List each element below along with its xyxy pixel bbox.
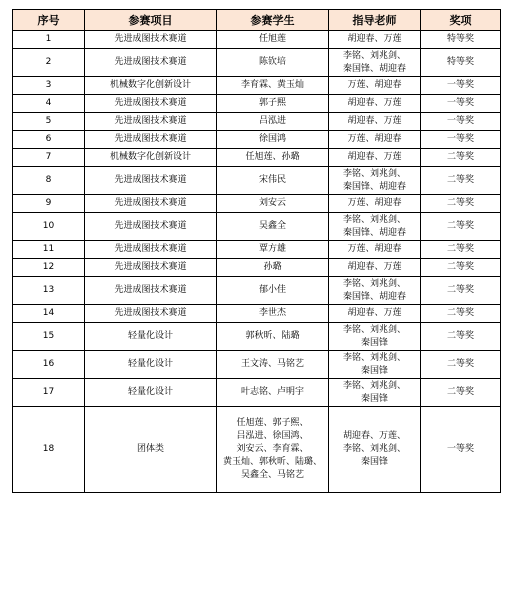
header-students: 参赛学生 <box>217 10 329 31</box>
table-row <box>13 407 501 493</box>
cell-project: 先进成图技术赛道 <box>85 259 217 277</box>
cell-project: 机械数字化创新设计 <box>85 149 217 167</box>
cell-students: 任旭莲、郭子熙、 吕泓进、徐国鸿、 刘安云、李育霖、 黄玉灿、郭秋昕、陆璐、 吴鑫全、马铭艺 <box>217 407 329 493</box>
cell-advisors: 李铭、刘兆剑、 秦国锋 <box>329 323 421 351</box>
cell-project: 团体类 <box>85 407 217 493</box>
cell-award: 特等奖 <box>421 31 501 49</box>
cell-no: 17 <box>13 379 85 407</box>
header-advisors: 指导老师 <box>329 10 421 31</box>
cell-award: 特等奖 <box>421 49 501 77</box>
cell-project: 轻量化设计 <box>85 323 217 351</box>
cell-advisors: 李铭、刘兆剑、 秦国锋、胡迎春 <box>329 213 421 241</box>
cell-no: 16 <box>13 351 85 379</box>
cell-advisors: 李铭、刘兆剑、 秦国锋、胡迎春 <box>329 277 421 305</box>
cell-project: 先进成图技术赛道 <box>85 113 217 131</box>
cell-students: 吴鑫全 <box>217 213 329 241</box>
cell-award: 二等奖 <box>421 323 501 351</box>
cell-students: 任旭莲 <box>217 31 329 49</box>
cell-students: 郭秋昕、陆璐 <box>217 323 329 351</box>
header-award: 奖项 <box>421 10 501 31</box>
cell-award: 二等奖 <box>421 259 501 277</box>
table-row <box>13 277 501 305</box>
cell-no: 13 <box>13 277 85 305</box>
table-row <box>13 31 501 49</box>
cell-no: 4 <box>13 95 85 113</box>
header-no: 序号 <box>13 10 85 31</box>
cell-award: 二等奖 <box>421 241 501 259</box>
cell-advisors: 李铭、刘兆剑、 秦国锋、胡迎春 <box>329 49 421 77</box>
header-project: 参赛项目 <box>85 10 217 31</box>
cell-students: 刘安云 <box>217 195 329 213</box>
cell-advisors: 胡迎春、万莲、 李铭、刘兆剑、 秦国锋 <box>329 407 421 493</box>
cell-project: 先进成图技术赛道 <box>85 277 217 305</box>
table-row <box>13 149 501 167</box>
table-row <box>13 113 501 131</box>
cell-advisors: 万莲、胡迎春 <box>329 195 421 213</box>
cell-no: 9 <box>13 195 85 213</box>
cell-award: 一等奖 <box>421 95 501 113</box>
cell-no: 1 <box>13 31 85 49</box>
cell-advisors: 李铭、刘兆剑、 秦国锋 <box>329 379 421 407</box>
cell-advisors: 李铭、刘兆剑、 秦国锋 <box>329 351 421 379</box>
cell-students: 陈钦培 <box>217 49 329 77</box>
cell-students: 覃方雄 <box>217 241 329 259</box>
cell-project: 先进成图技术赛道 <box>85 49 217 77</box>
cell-advisors: 万莲、胡迎春 <box>329 77 421 95</box>
cell-project: 先进成图技术赛道 <box>85 167 217 195</box>
cell-award: 二等奖 <box>421 351 501 379</box>
cell-project: 机械数字化创新设计 <box>85 77 217 95</box>
cell-advisors: 胡迎春、万莲 <box>329 31 421 49</box>
cell-award: 二等奖 <box>421 379 501 407</box>
cell-no: 2 <box>13 49 85 77</box>
cell-advisors: 李铭、刘兆剑、 秦国锋、胡迎春 <box>329 167 421 195</box>
cell-project: 先进成图技术赛道 <box>85 195 217 213</box>
cell-project: 先进成图技术赛道 <box>85 305 217 323</box>
cell-students: 孙璐 <box>217 259 329 277</box>
cell-project: 轻量化设计 <box>85 379 217 407</box>
cell-students: 郭子熙 <box>217 95 329 113</box>
cell-advisors: 胡迎春、万莲 <box>329 149 421 167</box>
cell-advisors: 万莲、胡迎春 <box>329 241 421 259</box>
cell-award: 一等奖 <box>421 113 501 131</box>
header-row <box>13 10 501 31</box>
table-row <box>13 259 501 277</box>
table-row <box>13 195 501 213</box>
cell-no: 12 <box>13 259 85 277</box>
table-row <box>13 351 501 379</box>
cell-award: 一等奖 <box>421 131 501 149</box>
cell-no: 8 <box>13 167 85 195</box>
table-row <box>13 49 501 77</box>
cell-no: 5 <box>13 113 85 131</box>
cell-no: 11 <box>13 241 85 259</box>
cell-no: 7 <box>13 149 85 167</box>
cell-award: 二等奖 <box>421 277 501 305</box>
cell-students: 李世杰 <box>217 305 329 323</box>
cell-students: 吕泓进 <box>217 113 329 131</box>
cell-advisors: 胡迎春、万莲 <box>329 305 421 323</box>
table-row <box>13 323 501 351</box>
cell-students: 郁小佳 <box>217 277 329 305</box>
table-row <box>13 213 501 241</box>
table-row <box>13 131 501 149</box>
cell-award: 一等奖 <box>421 407 501 493</box>
cell-advisors: 万莲、胡迎春 <box>329 131 421 149</box>
table-body <box>13 31 501 493</box>
awards-table <box>12 9 501 493</box>
cell-no: 14 <box>13 305 85 323</box>
table-row <box>13 379 501 407</box>
cell-students: 徐国鸿 <box>217 131 329 149</box>
table-header <box>13 10 501 31</box>
cell-project: 先进成图技术赛道 <box>85 131 217 149</box>
cell-students: 任旭莲、孙璐 <box>217 149 329 167</box>
cell-project: 先进成图技术赛道 <box>85 95 217 113</box>
table-row <box>13 95 501 113</box>
cell-no: 10 <box>13 213 85 241</box>
cell-students: 宋伟民 <box>217 167 329 195</box>
cell-no: 18 <box>13 407 85 493</box>
cell-students: 叶志铭、卢明宇 <box>217 379 329 407</box>
table-row <box>13 305 501 323</box>
table-row <box>13 77 501 95</box>
cell-advisors: 胡迎春、万莲 <box>329 113 421 131</box>
cell-award: 二等奖 <box>421 149 501 167</box>
cell-no: 15 <box>13 323 85 351</box>
cell-award: 二等奖 <box>421 167 501 195</box>
cell-students: 李育霖、黄玉灿 <box>217 77 329 95</box>
cell-project: 轻量化设计 <box>85 351 217 379</box>
table-row <box>13 167 501 195</box>
cell-award: 一等奖 <box>421 77 501 95</box>
cell-award: 二等奖 <box>421 213 501 241</box>
cell-students: 王文涛、马铭艺 <box>217 351 329 379</box>
table-row <box>13 241 501 259</box>
cell-no: 3 <box>13 77 85 95</box>
cell-advisors: 胡迎春、万莲 <box>329 95 421 113</box>
cell-project: 先进成图技术赛道 <box>85 241 217 259</box>
cell-no: 6 <box>13 131 85 149</box>
cell-project: 先进成图技术赛道 <box>85 213 217 241</box>
cell-project: 先进成图技术赛道 <box>85 31 217 49</box>
cell-award: 二等奖 <box>421 305 501 323</box>
cell-award: 二等奖 <box>421 195 501 213</box>
cell-advisors: 胡迎春、万莲 <box>329 259 421 277</box>
